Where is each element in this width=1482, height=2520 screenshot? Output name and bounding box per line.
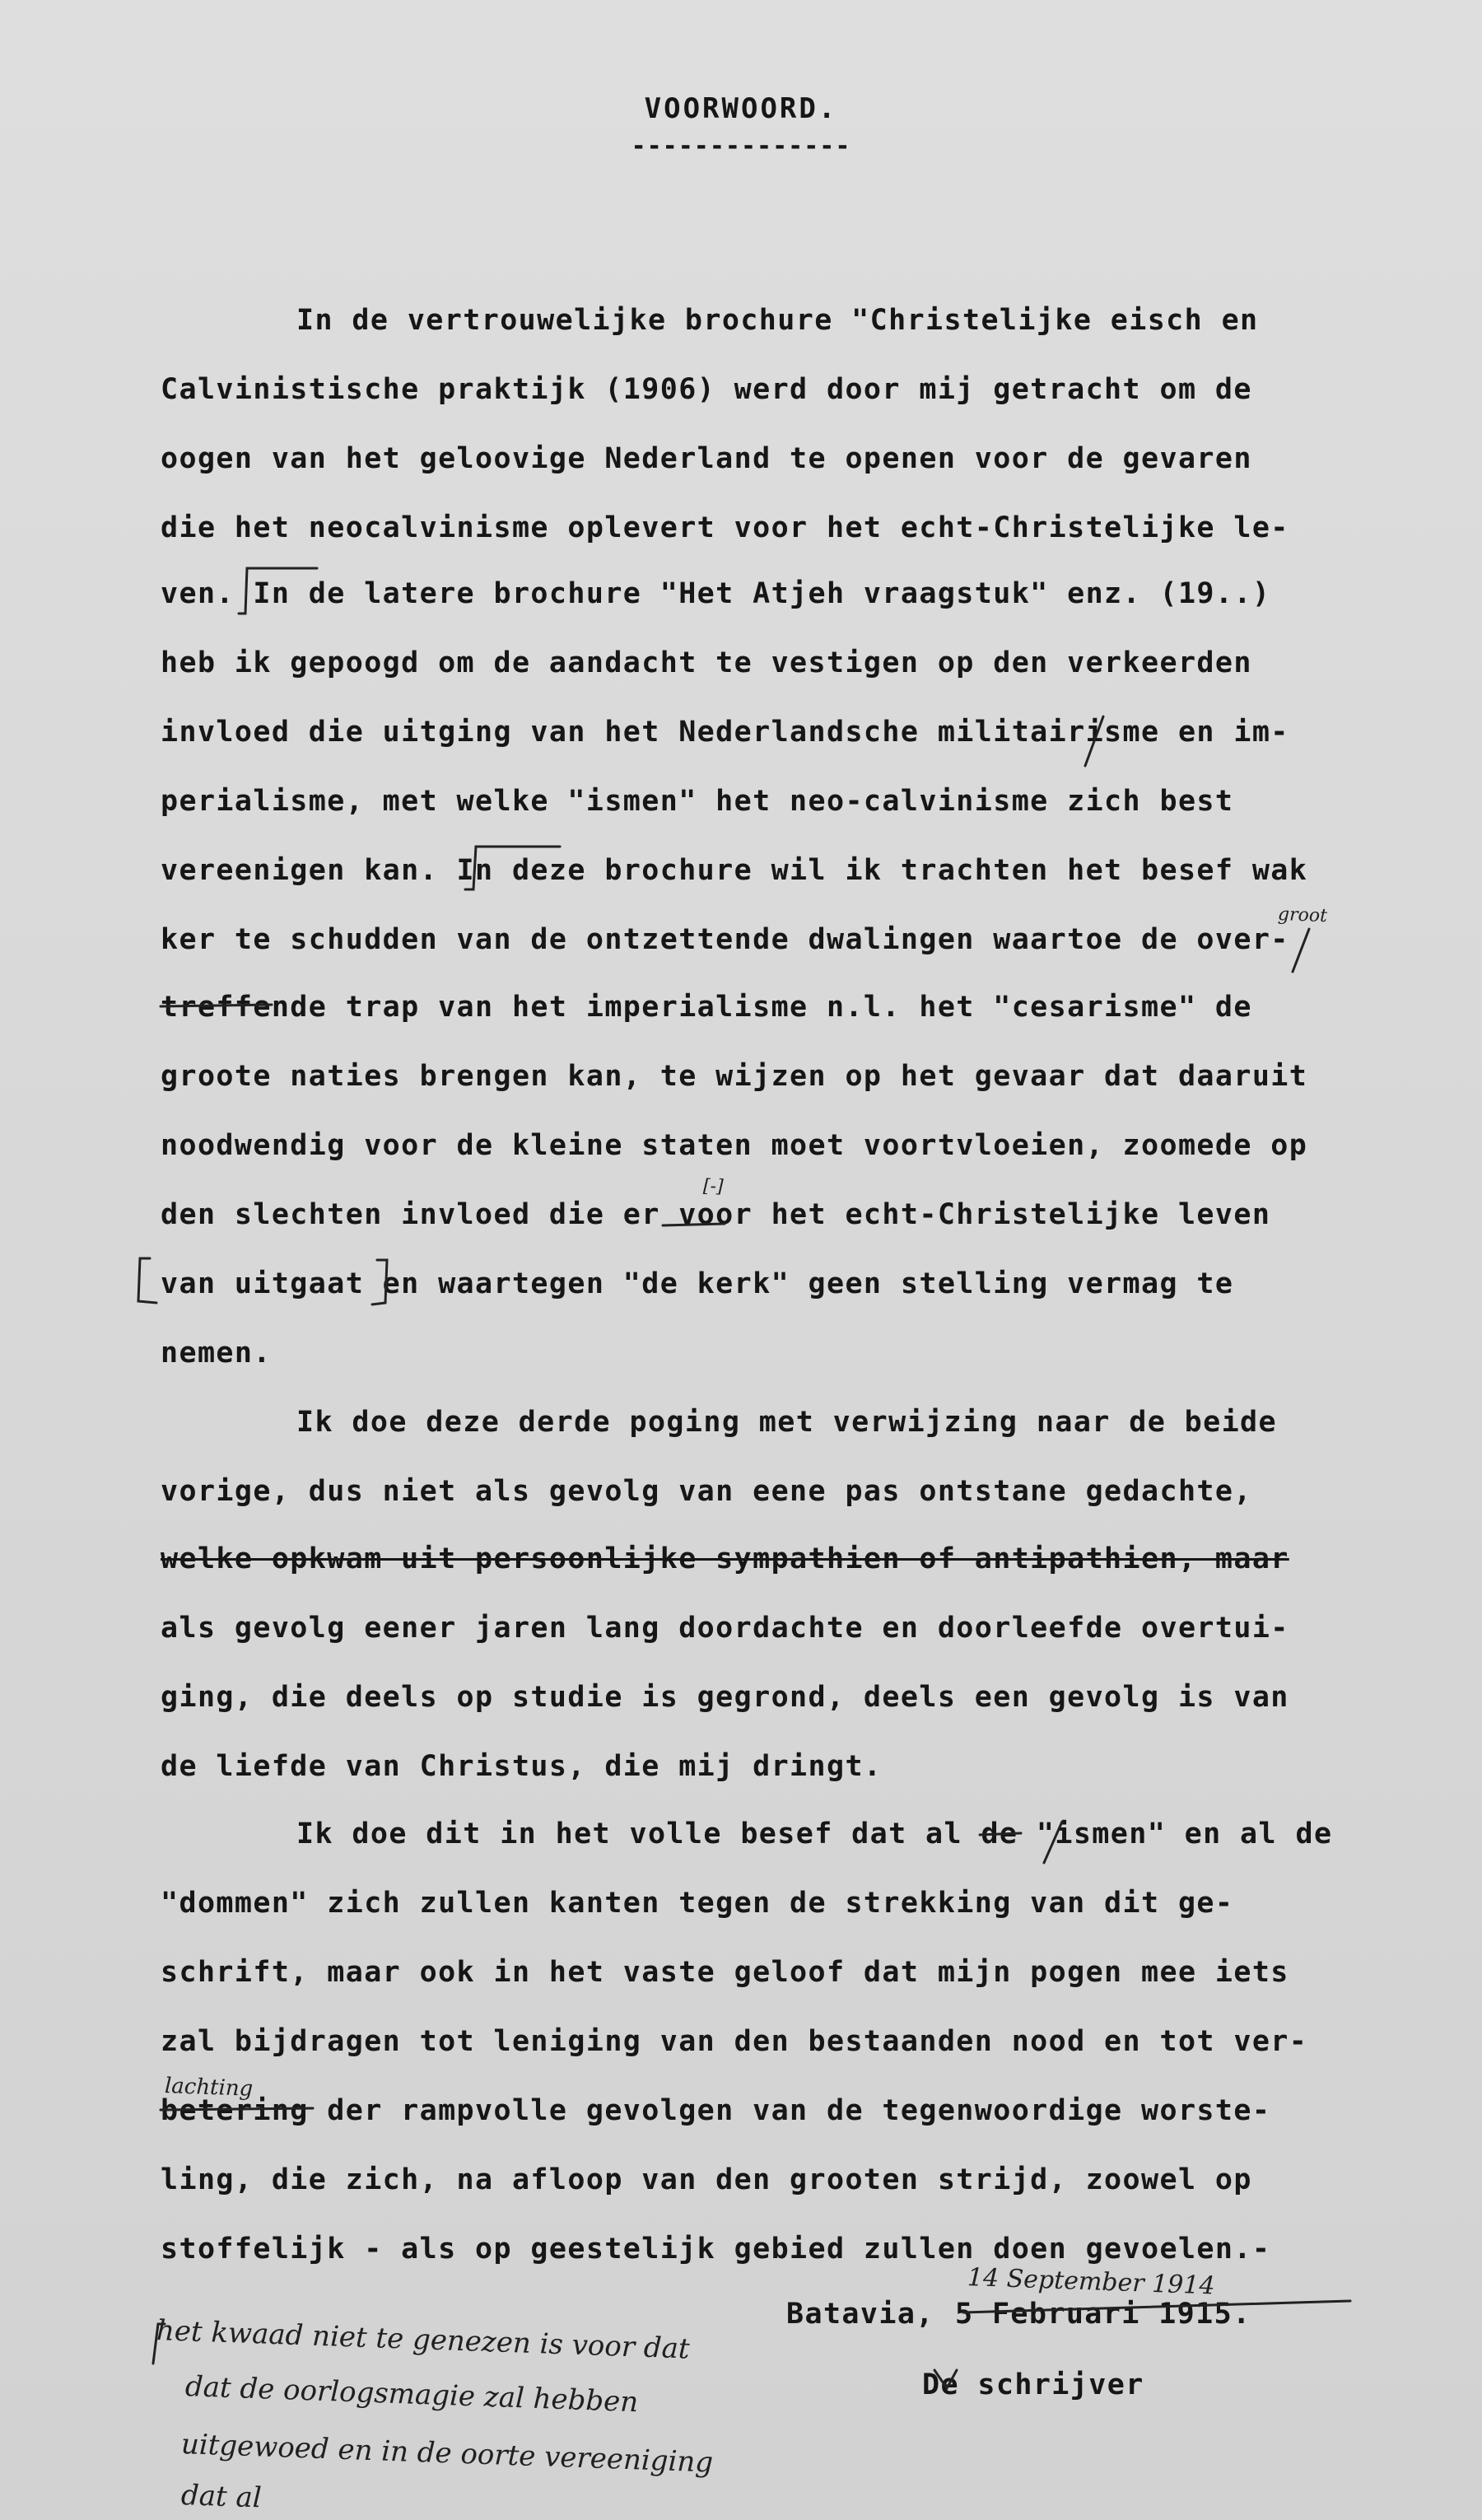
text-line: Ik doe deze derde poging met verwijzing naar de beide [296, 1406, 1278, 1439]
struck-text-line: welke opkwam uit persoonlijke sympathien of antipathien, maar [161, 1542, 1289, 1575]
handwritten-insert: groot [1277, 904, 1328, 927]
handwritten-correction: lachting [164, 2074, 254, 2102]
signature: De schrijver [922, 2368, 1144, 2401]
text-line: Ik doe dit in het volle besef dat al de "ismen" en al de [296, 1818, 1333, 1850]
text-line: vereenigen kan. In deze brochure wil ik trachten het besef wak [161, 854, 1308, 887]
text-line: heb ik gepoogd om de aandacht te vestigen op den verkeerden [161, 646, 1252, 679]
title-underline: -------------- [631, 132, 851, 161]
text-line: oogen van het geloovige Nederland te openen voor de gevaren [161, 442, 1252, 475]
text-line: van uitgaat en waartegen "de kerk" geen stelling vermag te [161, 1267, 1234, 1300]
closing-place: Batavia, [786, 2298, 934, 2331]
text-line: nemen. [161, 1337, 272, 1370]
text-line: treffende trap van het imperialisme n.l. het "cesarisme" de [161, 991, 1252, 1024]
text-line: invloed die uitging van het Nederlandsche militairisme en im- [161, 716, 1289, 749]
text-line: noodwendig voor de kleine staten moet voortvloeien, zoomede op [161, 1129, 1308, 1162]
text-line: Calvinistische praktijk (1906) werd door mij getracht om de [161, 373, 1252, 406]
text-line: groote naties brengen kan, te wijzen op het gevaar dat daaruit [161, 1060, 1308, 1093]
text-line: de liefde van Christus, die mij dringt. [161, 1750, 883, 1783]
text-line: als gevolg eener jaren lang doordachte en doorleefde overtui- [161, 1612, 1289, 1645]
text-line: betering der rampvolle gevolgen van de tegenwoordige worste- [161, 2094, 1271, 2127]
bracket-mark [138, 1258, 156, 1303]
handwritten-note-line: het kwaad niet te genezen is voor dat [156, 2314, 691, 2366]
text-line: die het neocalvinisme oplevert voor het echt-Christelijke le- [161, 511, 1289, 544]
handwritten-note-line: uitgewoed en in de oorte vereeniging [180, 2428, 714, 2480]
text-line: ging, die deels op studie is gegrond, deels een gevolg is van [161, 1681, 1289, 1714]
text-line: ling, die zich, na afloop van den grooten strijd, zoowel op [161, 2163, 1252, 2196]
text-line: perialisme, met welke "ismen" het neo-calvinisme zich best [161, 785, 1234, 818]
text-line: In de vertrouwelijke brochure "Christelijke eisch en [296, 304, 1259, 337]
text-line: ker te schudden van de ontzettende dwalingen waartoe de over- [161, 923, 1289, 956]
page-title: VOORWOORD. [644, 92, 838, 125]
text-line: vorige, dus niet als gevolg van eene pas ontstane gedachte, [161, 1475, 1252, 1508]
text-line: den slechten invloed die er voor het echt-Christelijke leven [161, 1198, 1271, 1231]
text-line: stoffelijk - als op geestelijk gebied zullen doen gevoelen.- [161, 2233, 1271, 2266]
text-line: schrift, maar ook in het vaste geloof dat mijn pogen mee iets [161, 1956, 1289, 1989]
text-line: "dommen" zich zullen kanten tegen de strekking van dit ge- [161, 1887, 1234, 1920]
text-line: zal bijdragen tot leniging van den bestaanden nood en tot ver- [161, 2025, 1308, 2058]
handwritten-date-correction: 14 September 1914 [967, 2263, 1216, 2301]
handwritten-brackets: [-] [702, 1176, 725, 1197]
handwritten-note-line: dat al [180, 2479, 263, 2515]
text-line: ven. In de latere brochure "Het Atjeh vraagstuk" enz. (19..) [161, 577, 1271, 610]
handwritten-note-line: dat de oorlogsmagie zal hebben [184, 2370, 639, 2420]
closing-date: 5 Februari 1915. [955, 2298, 1251, 2331]
